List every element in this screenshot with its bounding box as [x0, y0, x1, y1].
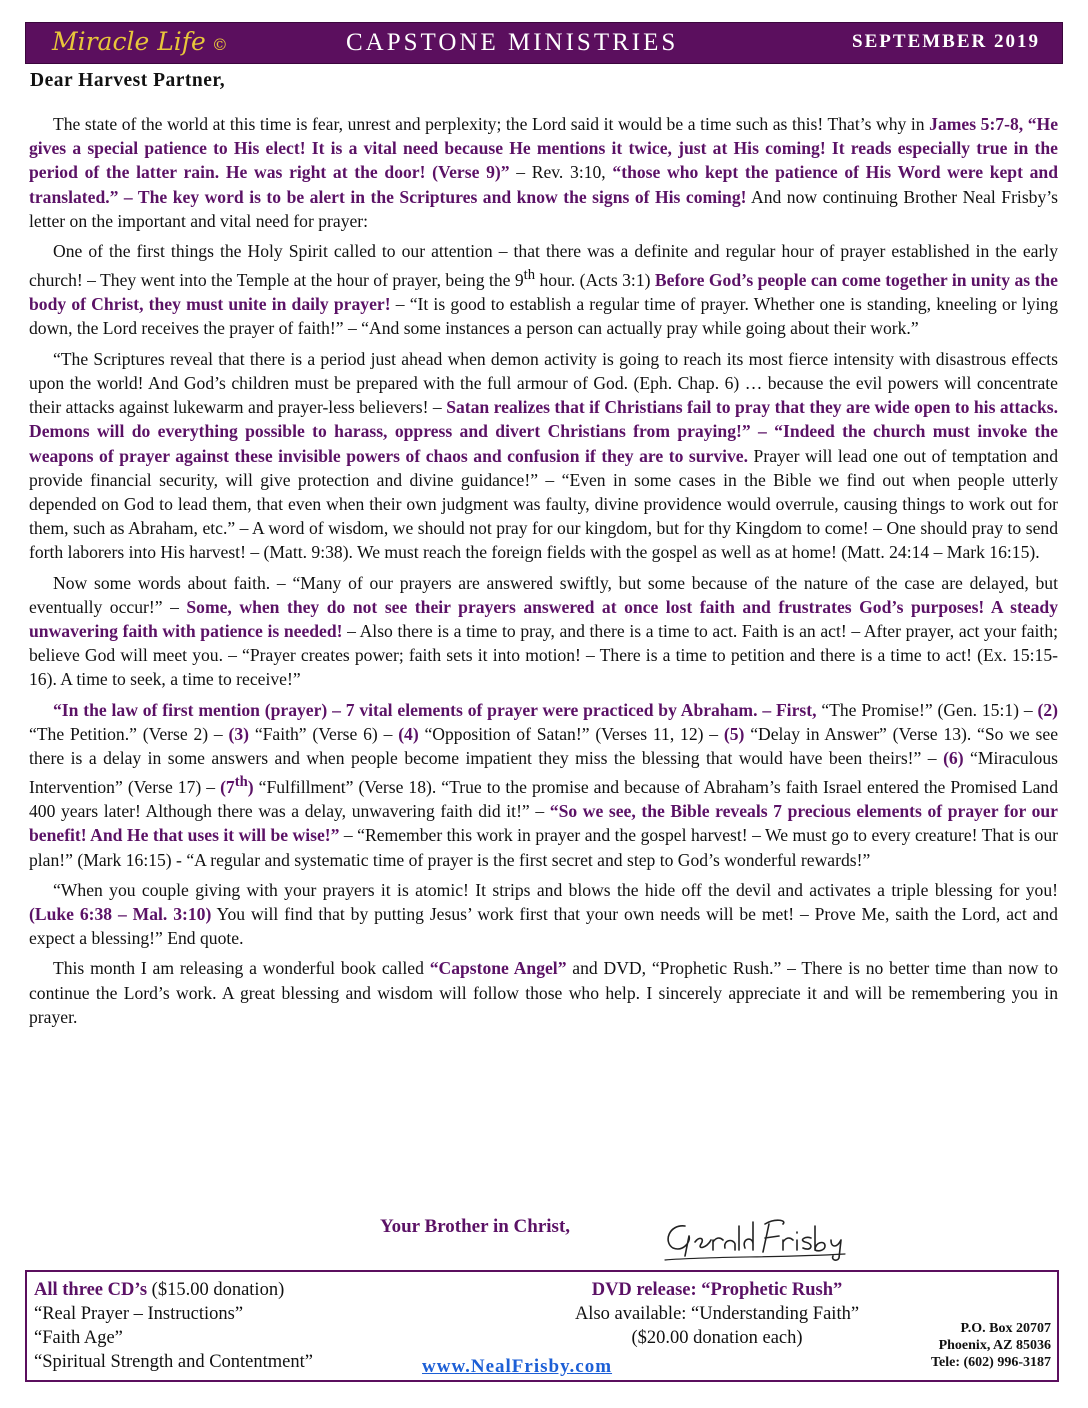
letter-body — [29, 112, 1058, 1035]
text: and DVD, “Prophetic Rush.” – There is no better time than now to continue the Lord’s work. A great blessing and wisdom will follow those who help. I sincerely appreciate it and will be remembering you in prayer. — [29, 958, 1058, 1027]
highlight: James 5:7-8, “He gives a special patience to His elect! It is a vital need because He mentions it twice, just at His coming! It reads especially true in the period of the latter rain. He was right at the door! (Verse 9)” — [29, 114, 1059, 183]
issue-date: SEPTEMBER 2019 — [852, 31, 1040, 52]
website-link[interactable]: www.NealFrisby.com — [422, 1356, 613, 1377]
highlight: Before God’s people can come together in unity as the body of Christ, they must unite in daily prayer! — [29, 270, 1058, 315]
text: “Delay in Answer” (Verse 13). “So we see there is a delay in some answers and when people become impatient they miss the blessing that would have been theirs!” – — [29, 723, 1059, 768]
highlight: Some, when they do not see their prayers answered at once lost faith and frustrates God’s purposes! A steady unwavering faith with patience is needed! — [29, 596, 1058, 641]
text: “The Scriptures reveal that there is a period just ahead when demon activity is going to reach its most fierce intensity with disastrous effects upon the world! And God’s children must be prepared with the full armour of God. (Eph. Chap. 6) … because the evil powers will concentrate their attacks against lukewarm and prayer-less believers! – — [29, 348, 1058, 418]
text: Prayer will lead one out of temptation and provide financial security, will give protection and divine guidance!” – “Even in some cases in the Bible we find out when people utterly depended on God to lead them, that even when their own judgment was faulty, divine providence would overrule, causing things to work out for them, such as Abraham, etc.” – A word of wisdom, we should not pray for our kingdom, but for thy Kingdom to come! – One should pray to send forth laborers into His harvest! – (Matt. 9:38). We must reach the foreign fields with the gospel as well as at home! (Matt. 24:14 – Mark 16:15). — [29, 445, 1059, 563]
city: Phoenix, AZ 85036 — [938, 1338, 1051, 1353]
cd-offer-title — [34, 1278, 313, 1302]
text: “Faith” (Verse 6) – — [249, 723, 399, 744]
cd-offer — [34, 1278, 313, 1374]
text: “Opposition of Satan!” (Verses 11, 12) – — [418, 723, 724, 744]
text: “When you couple giving with your prayers it is atomic! It strips and blows the hide off the devil and activates a triple blessing for you! — [53, 879, 1058, 900]
highlight: “So we see, the Bible reveals 7 precious elements of prayer for our benefit! And He that uses it will be wise!” — [29, 801, 1058, 846]
cd-item: “Real Prayer – Instructions” — [34, 1304, 244, 1324]
paragraph-3 — [29, 347, 1058, 565]
highlight: “those who kept the patience of His Word were kept and translated.” – The key word is to be alert in the Scriptures and know the signs of His coming! — [29, 162, 1058, 207]
number-label: ) — [247, 777, 254, 797]
number-label: (6) — [943, 747, 964, 768]
highlight: (Luke 6:38 – Mal. 3:10) — [29, 904, 212, 925]
paragraph-4 — [29, 571, 1058, 692]
paragraph-7 — [29, 956, 1058, 1029]
closing: Your Brother in Christ, — [380, 1216, 571, 1237]
highlight: Satan realizes that if Christians fail to pray that they are wide open to his attacks. Demons will do everything possible to harass, oppress and divert Christians from praying!” – “Indeed the church must invoke the weapons of prayer against these invisible powers of chaos and confusion if they are to survive. — [29, 397, 1059, 466]
mailing-address — [931, 1320, 1051, 1371]
number-label: (3) — [228, 723, 250, 744]
paragraph-1 — [29, 112, 1058, 233]
also-donation: ($20.00 donation each) — [631, 1328, 803, 1348]
text: “The Petition.” (Verse 2) – — [29, 723, 229, 744]
number-label: (7 — [220, 777, 235, 797]
paragraph-2 — [29, 239, 1058, 341]
telephone: Tele: (602) 996-3187 — [930, 1355, 1051, 1370]
text: “The Promise!” (Gen. 15:1) – — [816, 699, 1038, 720]
number-label: (4) — [398, 723, 419, 744]
paragraph-6 — [29, 878, 1058, 951]
cd-donation: ($15.00 donation) — [147, 1280, 285, 1300]
text: Now some words about faith. – “Many of our prayers are answered swiftly, but some because of the nature of the case are delayed, but eventually occur!” – — [29, 572, 1058, 617]
paragraph-5 — [29, 698, 1058, 872]
text: “Miraculous Intervention” (Verse 17) – — [29, 747, 1058, 797]
text: – Rev. 3:10, — [509, 162, 613, 183]
text: And now continuing Brother Neal Frisby’s letter on the important and vital need for prayer: — [29, 186, 1058, 231]
po-box: P.O. Box 20707 — [960, 1321, 1051, 1336]
text: – Also there is a time to pray, and there is a time to act. Faith is an act! – After prayer, act your faith; believe God will meet you. – “Prayer creates power; faith sets it into motion! – There is a time to petition and there is a time to act! (Ex. 15:15-16). A time to seek, a time to receive!” — [29, 620, 1058, 690]
header-bar — [25, 22, 1063, 64]
dvd-title: DVD release: “Prophetic Rush” — [591, 1280, 843, 1300]
text: hour. (Acts 3:1) — [535, 270, 655, 291]
highlight: “Capstone Angel” — [429, 958, 567, 979]
copyright-mark: © — [211, 35, 228, 54]
cd-item: “Faith Age” — [34, 1328, 123, 1348]
cd-title: All three CD’s — [34, 1280, 148, 1300]
brand-name: Miracle Life — [52, 27, 206, 56]
superscript: th — [523, 267, 536, 284]
dvd-offer — [527, 1278, 907, 1350]
number-label: (5) — [723, 723, 745, 744]
brand-logo — [52, 27, 228, 56]
text: This month I am releasing a wonderful book called — [53, 958, 430, 979]
salutation: Dear Harvest Partner, — [30, 70, 226, 91]
superscript: th — [234, 774, 248, 791]
newsletter-title: CAPSTONE MINISTRIES — [346, 29, 679, 56]
text: One of the first things the Holy Spirit called to our attention – that there was a definite and regular hour of prayer established in the early church! – They went into the Temple at the hour of prayer, being the 9 — [29, 241, 1058, 291]
signature — [655, 1212, 855, 1264]
text: – “Remember this work in prayer and the gospel harvest! – We must go to every creature! That is our plan!” (Mark 16:15) - “A regular and systematic time of prayer is the first secret and step to God’s wonderful rewards!” — [29, 825, 1059, 870]
highlight: “In the law of first mention (prayer) – 7 vital elements of prayer were practiced by Abraham. – First, — [53, 699, 817, 720]
text: You will find that by putting Jesus’ work first that your own needs will be met! – Prove Me, saith the Lord, act and expect a blessing!” End quote. — [29, 904, 1058, 949]
number-label: (2) — [1037, 699, 1058, 720]
footer-box — [25, 1270, 1059, 1382]
text: “Fulfillment” (Verse 18). “True to the promise and because of Abraham’s faith Israel entered the Promised Land 400 years later! Although there was a delay, unwavering faith did it!” – — [29, 777, 1059, 822]
cd-item: “Spiritual Strength and Contentment” — [34, 1352, 313, 1372]
text: The state of the world at this time is fear, unrest and perplexity; the Lord said it would be a time such as this! That’s why in — [53, 114, 930, 134]
also-available: Also available: “Understanding Faith” — [574, 1304, 860, 1324]
text: – “It is good to establish a regular time of prayer. Whether one is standing, kneeling or lying down, the Lord receives the prayer of faith!” – “And some instances a person can actually pray while going about their work.” — [29, 294, 1058, 339]
